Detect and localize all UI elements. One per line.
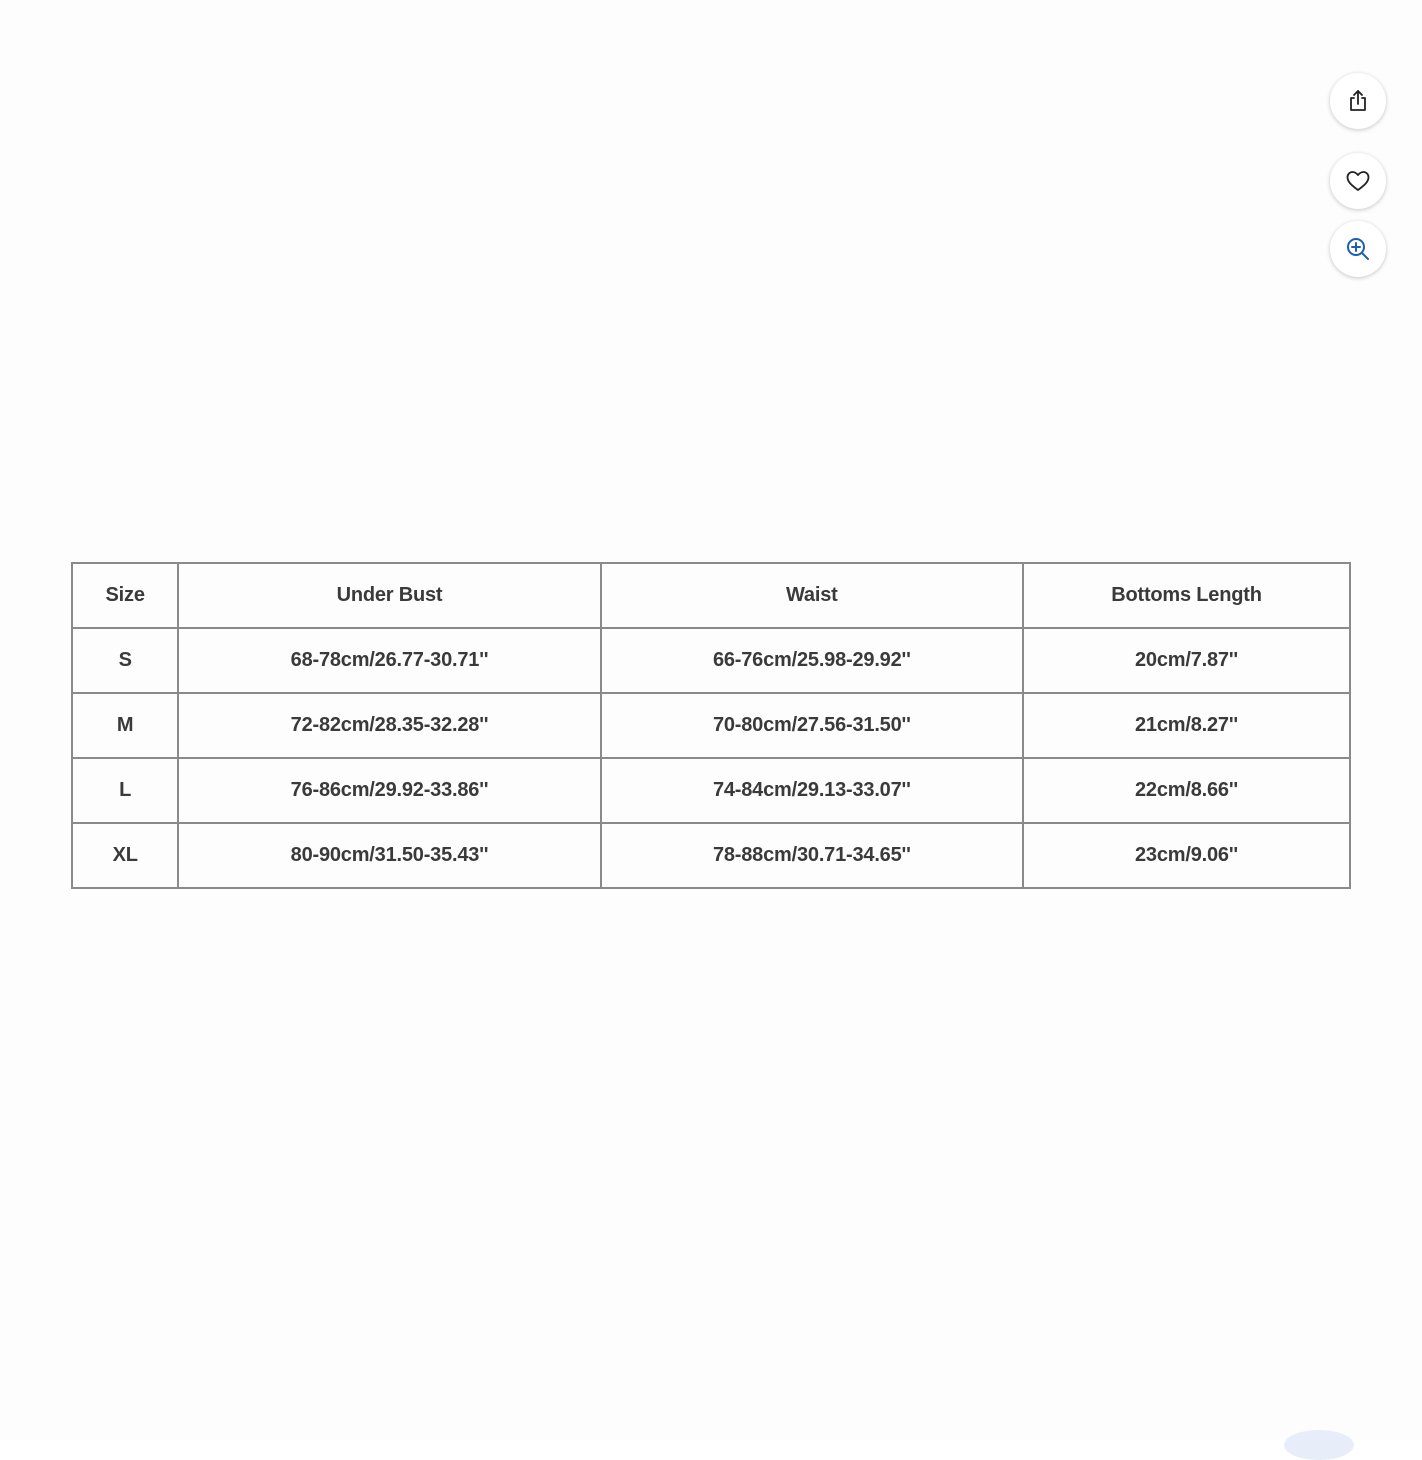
cell-waist: 66-76cm/25.98-29.92'' [601, 628, 1023, 693]
cell-size: L [72, 758, 178, 823]
cell-waist: 78-88cm/30.71-34.65'' [601, 823, 1023, 888]
share-icon [1345, 88, 1371, 114]
cell-under-bust: 68-78cm/26.77-30.71'' [178, 628, 600, 693]
header-under-bust: Under Bust [178, 563, 600, 628]
floating-widget-edge[interactable] [1284, 1430, 1354, 1460]
cell-bottoms-length: 23cm/9.06'' [1023, 823, 1350, 888]
table-header-row [72, 563, 1350, 628]
cell-size: XL [72, 823, 178, 888]
table-row [72, 693, 1350, 758]
table-row [72, 758, 1350, 823]
cell-size: M [72, 693, 178, 758]
cell-under-bust: 80-90cm/31.50-35.43'' [178, 823, 600, 888]
header-waist: Waist [601, 563, 1023, 628]
favorite-button[interactable] [1330, 153, 1386, 209]
cell-bottoms-length: 22cm/8.66'' [1023, 758, 1350, 823]
cell-waist: 74-84cm/29.13-33.07'' [601, 758, 1023, 823]
cell-bottoms-length: 20cm/7.87'' [1023, 628, 1350, 693]
header-size: Size [72, 563, 178, 628]
zoom-button[interactable] [1330, 221, 1386, 277]
header-bottoms-length: Bottoms Length [1023, 563, 1350, 628]
table-row [72, 628, 1350, 693]
cell-bottoms-length: 21cm/8.27'' [1023, 693, 1350, 758]
table-row [72, 823, 1350, 888]
zoom-in-icon [1344, 235, 1372, 263]
cell-under-bust: 72-82cm/28.35-32.28'' [178, 693, 600, 758]
cell-size: S [72, 628, 178, 693]
cell-waist: 70-80cm/27.56-31.50'' [601, 693, 1023, 758]
heart-icon [1344, 168, 1372, 194]
cell-under-bust: 76-86cm/29.92-33.86'' [178, 758, 600, 823]
size-chart-table [71, 562, 1351, 889]
share-button[interactable] [1330, 73, 1386, 129]
